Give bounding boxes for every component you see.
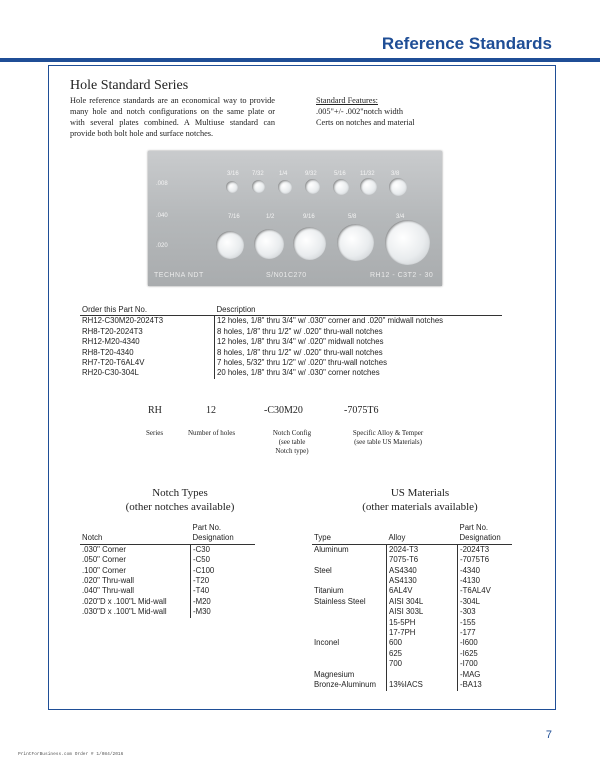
table-row: [312, 670, 512, 680]
column-header: Part No. Designation: [458, 523, 513, 544]
notch-types-table: [80, 523, 255, 618]
notch-cell: .030" Corner: [82, 544, 126, 554]
hole-size-label: 3/4: [396, 214, 405, 220]
hole-size-label: 1/4: [279, 171, 288, 177]
description-cell: 7 holes, 5/32" thru 1/2" w/ .020" thru-wall notches: [215, 358, 503, 368]
plate-hole: [293, 227, 326, 260]
alloy-cell: AS4340: [387, 566, 458, 576]
table-row: [312, 586, 512, 596]
designation-cell: -I700: [458, 659, 513, 669]
designation-cell: -4340: [458, 566, 513, 576]
designation-cell: -BA13: [458, 680, 513, 690]
part-number-cell: RH12-C30M20-2024T3: [82, 316, 164, 326]
plate-hole: [385, 220, 430, 265]
column-header: Description: [215, 305, 503, 316]
print-footer: PrintForBusiness.com Order # 1/084/2016: [18, 752, 124, 757]
plate-hole: [278, 180, 292, 194]
notch-cell: .100" Corner: [82, 565, 126, 575]
hole-size-label: 9/32: [305, 171, 317, 177]
section-title: Hole Standard Series: [70, 78, 189, 93]
us-materials-subtitle: (other materials available): [362, 501, 478, 513]
table-header-row: [80, 305, 502, 316]
table-row: [80, 566, 255, 576]
table-row: [80, 555, 255, 565]
description-cell: 20 holes, 1/8" thru 3/4" w/ .030" corner notches: [215, 368, 503, 378]
designation-cell: -I600: [458, 638, 513, 648]
hole-size-label: 5/16: [334, 171, 346, 177]
feature-item: Certs on notches and material: [316, 118, 415, 127]
hole-size-label: 3/16: [227, 171, 239, 177]
pn-holes-code: 12: [206, 405, 216, 416]
designation-cell: -155: [458, 618, 513, 628]
designation-cell: -2024T3: [458, 544, 513, 555]
designation-cell: -T6AL4V: [458, 586, 513, 596]
designation-cell: -303: [458, 607, 513, 617]
row-label: .040: [156, 213, 168, 219]
table-row: [312, 659, 512, 669]
alloy-cell: [387, 670, 458, 680]
table-row: [80, 597, 255, 607]
table-row: [80, 358, 502, 368]
order-table: [80, 305, 502, 379]
column-header: Type: [312, 523, 387, 544]
part-number-cell: RH12-M20-4340: [82, 337, 140, 347]
type-cell: Magnesium: [314, 669, 355, 679]
type-cell: [312, 628, 387, 638]
hole-size-label: 5/8: [348, 214, 357, 220]
designation-cell: -C50: [191, 555, 256, 565]
table-row: [80, 327, 502, 337]
alloy-cell: 13%IACS: [387, 680, 458, 690]
plate-part-mark: RH12 - C3T2 - 30: [370, 272, 434, 279]
notch-cell: .020"D x .100"L Mid-wall: [82, 596, 167, 606]
type-cell: Titanium: [314, 586, 344, 596]
plate-hole: [254, 229, 284, 259]
alloy-cell: 2024-T3: [387, 544, 458, 555]
us-materials-title: US Materials: [390, 487, 450, 499]
part-number-cell: RH20-C30-304L: [82, 368, 139, 378]
table-row: [80, 348, 502, 358]
alloy-cell: 15-5PH: [387, 618, 458, 628]
plate-hole: [252, 180, 265, 193]
notch-types-heading: [110, 486, 250, 514]
pn-series-code: RH: [148, 405, 162, 416]
table-row: [80, 576, 255, 586]
alloy-cell: 7075-T6: [387, 555, 458, 565]
plate-hole: [337, 224, 374, 261]
table-row: [312, 638, 512, 648]
type-cell: [312, 607, 387, 617]
type-cell: [312, 576, 387, 586]
notch-cell: .030"D x .100"L Mid-wall: [82, 607, 167, 617]
notch-cell: .020" Thru-wall: [82, 576, 135, 586]
table-row: [80, 586, 255, 596]
row-label: .020: [156, 243, 168, 249]
designation-cell: -I625: [458, 649, 513, 659]
designation-cell: -C100: [191, 566, 256, 576]
table-row: [312, 680, 512, 690]
table-row: [312, 607, 512, 617]
table-row: [80, 607, 255, 617]
feature-item: .005"+/- .002"notch width: [316, 107, 404, 116]
row-label: .008: [156, 181, 168, 187]
alloy-cell: AISI 303L: [387, 607, 458, 617]
alloy-cell: 17-7PH: [387, 628, 458, 638]
features-title: Standard Features:: [316, 96, 378, 105]
notch-cell: .040" Thru-wall: [82, 586, 135, 596]
hole-size-label: 9/16: [303, 214, 315, 220]
type-cell: Bronze-Aluminum: [314, 680, 376, 690]
notch-types-subtitle: (other notches available): [125, 501, 235, 513]
alloy-cell: 600: [387, 638, 458, 648]
alloy-cell: AISI 304L: [387, 597, 458, 607]
column-header: Alloy: [387, 523, 458, 544]
description-cell: 12 holes, 1/8" thru 3/4" w/ .030" corner and .020" midwall notches: [215, 316, 503, 327]
plate-serial-mark: S/N01C270: [266, 272, 307, 279]
column-header: Notch: [80, 523, 191, 544]
description-cell: 12 holes, 1/8" thru 3/4" w/ .020" midwall notches: [215, 337, 503, 347]
column-header: Part No. Designation: [191, 523, 256, 544]
table-row: [312, 649, 512, 659]
designation-cell: -177: [458, 628, 513, 638]
plate-hole: [305, 179, 320, 194]
page-header-title: Reference Standards: [381, 34, 552, 53]
designation-cell: -M20: [191, 597, 256, 607]
table-row: [312, 618, 512, 628]
header-rule: [0, 58, 600, 62]
plate-hole: [389, 178, 407, 196]
alloy-cell: 6AL4V: [387, 586, 458, 596]
designation-cell: -MAG: [458, 670, 513, 680]
part-number-cell: RH7-T20-T6AL4V: [82, 358, 145, 368]
intro-paragraph: Hole reference standards are an economical way to provide many hole and notch configurations on the same plate or with several plates combined. A Multiuse standard can provide both bolt hole and surface notches.: [70, 96, 275, 138]
hole-size-label: 3/8: [391, 171, 400, 177]
hole-size-label: 11/32: [360, 171, 375, 177]
hole-size-label: 7/32: [252, 171, 264, 177]
designation-cell: -T20: [191, 576, 256, 586]
type-cell: Steel: [314, 565, 332, 575]
hole-standard-plate-image: [148, 151, 442, 286]
table-row: [80, 316, 502, 327]
type-cell: [312, 649, 387, 659]
table-header-row: [80, 523, 255, 544]
pn-notch-code: -C30M20: [264, 405, 303, 416]
pn-alloy-code: -7075T6: [344, 405, 379, 416]
alloy-cell: 625: [387, 649, 458, 659]
alloy-cell: AS4130: [387, 576, 458, 586]
table-row: [312, 628, 512, 638]
plate-hole: [216, 231, 244, 259]
description-cell: 8 holes, 1/8" thru 1/2" w/ .020" thru-wall notches: [215, 348, 503, 358]
designation-cell: -C30: [191, 544, 256, 555]
type-cell: [312, 659, 387, 669]
table-row: [312, 544, 512, 555]
table-header-row: [312, 523, 512, 544]
type-cell: Aluminum: [314, 544, 349, 554]
type-cell: Inconel: [314, 638, 340, 648]
designation-cell: -M30: [191, 607, 256, 617]
table-row: [80, 544, 255, 555]
plate-brand-mark: TECHNA NDT: [154, 272, 204, 279]
standard-features: [316, 95, 415, 128]
pn-holes-label: Number of holes: [188, 429, 236, 437]
page-number: 7: [545, 729, 552, 741]
table-row: [80, 337, 502, 347]
type-cell: Stainless Steel: [314, 596, 366, 606]
description-cell: 8 holes, 1/8" thru 1/2" w/ .020" thru-wall notches: [215, 327, 503, 337]
plate-hole: [333, 179, 349, 195]
part-number-cell: RH8-T20-4340: [82, 347, 134, 357]
column-header: Order this Part No.: [80, 305, 215, 316]
hole-size-label: 1/2: [266, 214, 275, 220]
plate-hole: [360, 178, 377, 195]
table-row: [80, 368, 502, 378]
table-row: [312, 566, 512, 576]
notch-types-title: Notch Types: [152, 487, 208, 499]
designation-cell: -7075T6: [458, 555, 513, 565]
pn-alloy-label: Specific Alloy & Temper (see table US Materials): [352, 429, 424, 446]
designation-cell: -4130: [458, 576, 513, 586]
type-cell: [312, 555, 387, 565]
table-row: [312, 576, 512, 586]
type-cell: [312, 618, 387, 628]
notch-cell: .050" Corner: [82, 555, 126, 565]
designation-cell: -304L: [458, 597, 513, 607]
pn-series-label: Series: [146, 429, 164, 437]
part-number-cell: RH8-T20-2024T3: [82, 326, 143, 336]
table-row: [312, 555, 512, 565]
pn-notch-label: Notch Config (see table Notch type): [272, 429, 312, 455]
us-materials-heading: [340, 486, 500, 514]
plate-hole: [226, 181, 238, 193]
hole-size-label: 7/16: [228, 214, 240, 220]
us-materials-table: [312, 523, 512, 691]
alloy-cell: 700: [387, 659, 458, 669]
designation-cell: -T40: [191, 586, 256, 596]
table-row: [312, 597, 512, 607]
